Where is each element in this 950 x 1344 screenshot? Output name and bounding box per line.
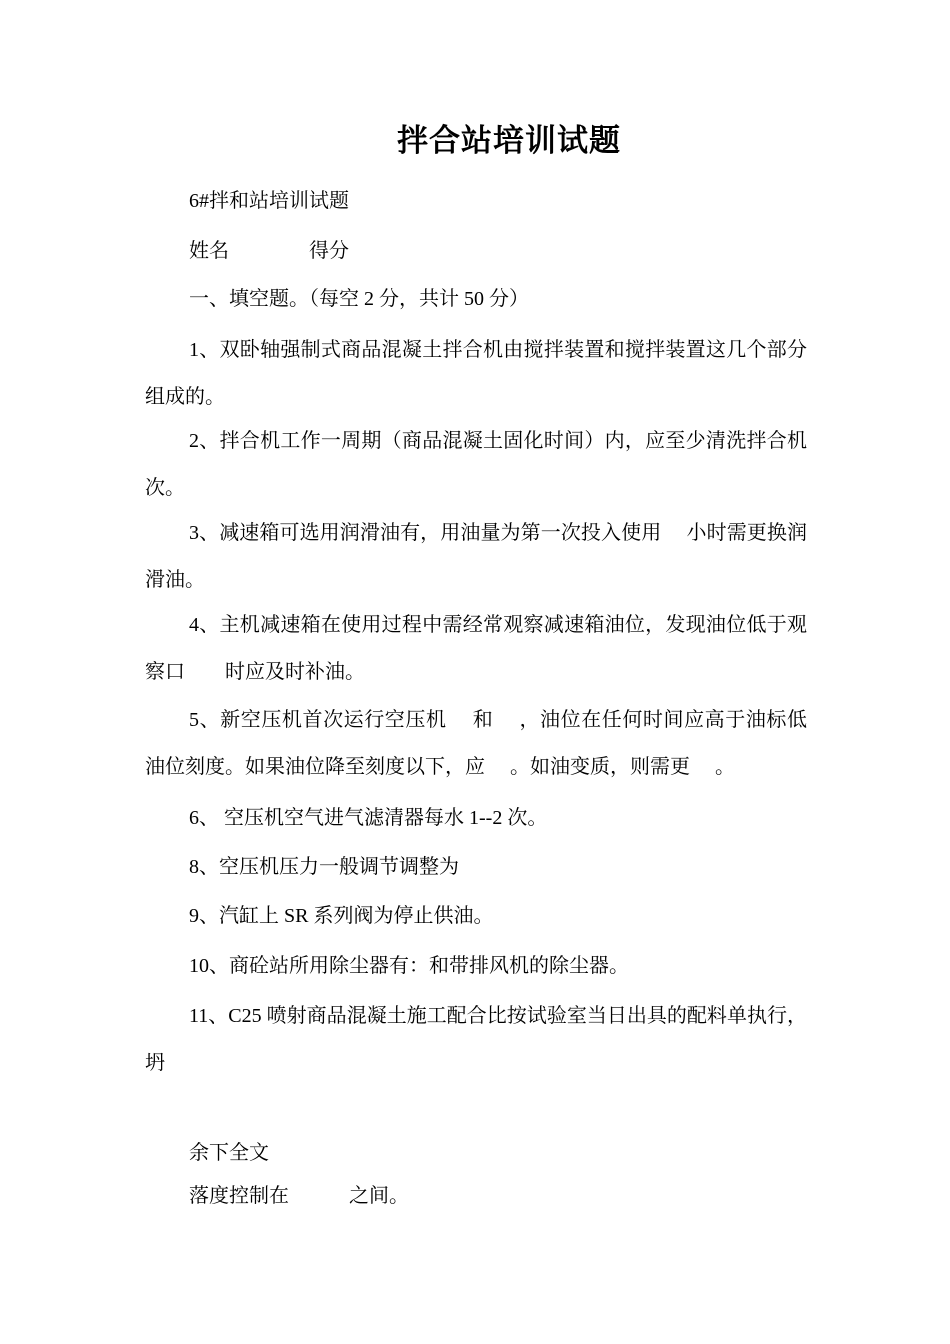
question-8: 8、空压机压力一般调节调整为	[189, 856, 459, 878]
name-score-line	[189, 228, 349, 275]
question-9: 9、汽缸上 SR 系列阀为停止供油。	[189, 905, 494, 927]
document-title: 拌合站培训试题	[397, 123, 621, 158]
question-4: 4、主机减速箱在使用过程中需经常观察减速箱油位，发现油位低于观察口 时应及时补油。	[145, 614, 807, 683]
question-5: 5、新空压机首次运行空压机 和 ，油位在任何时间应高于油标低油位刻度。如果油位降至刻度以下，应 。如油变质，则需更 。	[145, 709, 807, 778]
question-3: 3、减速箱可选用润滑油有，用油量为第一次投入使用 小时需更换润滑油。	[145, 522, 807, 591]
section-heading: 一、填空题。（每空 2 分，共计 50 分）	[189, 288, 529, 310]
score-label: 得分	[309, 240, 349, 262]
name-label: 姓名	[189, 240, 229, 262]
more-text-link[interactable]: 余下全文	[189, 1142, 269, 1164]
document-subtitle: 6#拌和站培训试题	[189, 190, 349, 212]
question-2: 2、拌合机工作一周期（商品混凝土固化时间）内，应至少清洗拌合机次。	[145, 430, 807, 499]
question-11: 11、C25 喷射商品混凝土施工配合比按试验室当日出具的配料单执行，坍	[145, 1005, 807, 1074]
trailing-line: 落度控制在 之间。	[189, 1185, 409, 1207]
question-6: 6、 空压机空气进气滤清器每水 1--2 次。	[189, 807, 548, 829]
question-1: 1、双卧轴强制式商品混凝土拌合机由搅拌装置和搅拌装置这几个部分组成的。	[145, 339, 807, 408]
question-10: 10、商砼站所用除尘器有：和带排风机的除尘器。	[189, 955, 629, 977]
